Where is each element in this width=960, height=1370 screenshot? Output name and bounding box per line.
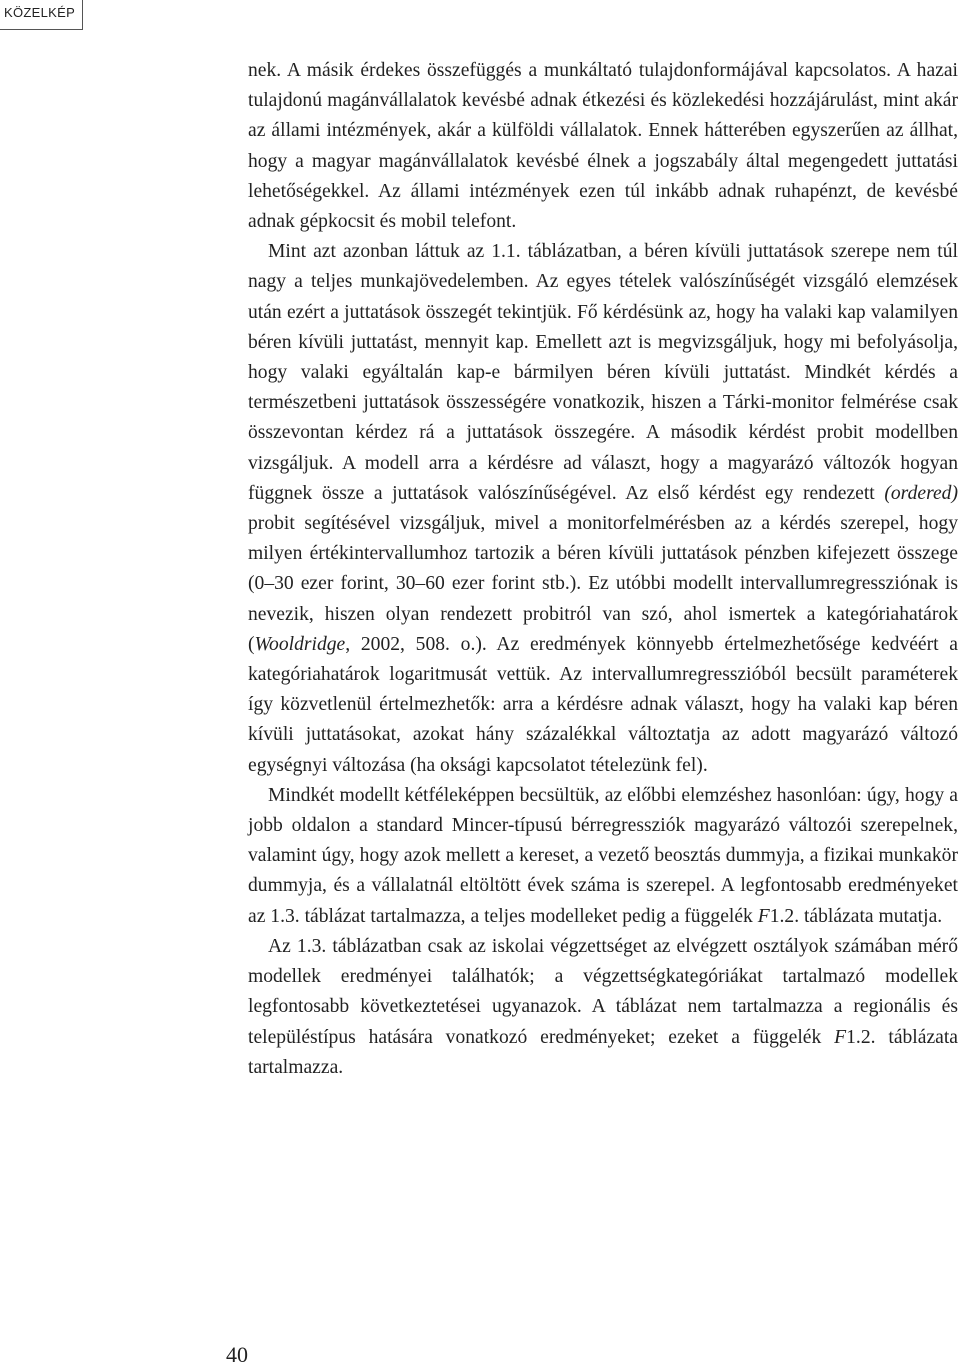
paragraph-text: nek. A másik érdekes összefüggés a munkáltató tulajdonformájával kapcsolatos. A hazai tulajdonú magánvállalatok kevésbé adnak étkezési és közlekedési hozzájárulást, mint akár az állami intézmények, akár a külföldi vállalatok. Ennek hátterében egyszerűen az állhat, hogy a magyar magánvállalatok kevésbé élnek a jogszabály által megengedett juttatási lehetőségekkel. Az állami intézmények ezen túl inkább adnak ruhapénzt, de kevésbé adnak gépkocsit és mobil telefont.	[248, 60, 958, 233]
appendix-letter: F	[834, 1026, 847, 1048]
paragraph-3	[248, 781, 958, 932]
section-label: KÖZELKÉP	[0, 0, 83, 30]
appendix-letter: F	[757, 905, 770, 927]
paragraph-2	[248, 237, 958, 781]
paragraph-4	[248, 932, 958, 1083]
paragraph-text: , 2002, 508. o.). Az eredmények könnyebb értelmezhetősége kedvéért a kategóriahatárok logaritmusát vettük. Az intervallumregresszióból becsült paraméterek így közvetlenül értelmezhetők: arra a kérdésre adnak választ, hogy ha valaki kap béren kívüli juttatásokat, azokat hány százalékkal változtatja az adott magyarázó változó egységnyi változása (ha oksági kapcsolatot tételezünk fel).	[248, 633, 958, 776]
paragraph-text: probit segítésével vizsgáljuk, mivel a monitorfelmérésben az a kérdés szerepel, hogy milyen értékintervallumhoz tartozik a béren kívüli juttatások pénzben kifejezett összege (0–30 ezer forint, 30–60 ezer forint stb.). Ez utóbbi modellt intervallumregressziónak is nevezik, hiszen olyan rendezett probitról van szó, ahol ismertek a kategóriahatárok (	[248, 513, 958, 655]
page-number: 40	[226, 1342, 248, 1367]
paragraph-text: 1.2. táblázata tartalmazza.	[248, 1026, 958, 1078]
citation-author: Wooldridge	[254, 633, 346, 655]
paragraph-text: Mindkét modellt kétféleképpen becsültük, az előbbi elemzéshez hasonlóan: úgy, hogy a jobb oldalon a standard Mincer-típusú bérregressziók magyarázó változói szerepelnek, valamint úgy, hogy azok mellett a kereset, a vezető beosztás dummyja, a fizikai munkakör dummyja, és a vállalatnál eltöltött évek száma is szerepel. A legfontosabb eredményeket az 1.3. táblázat tartalmazza, a teljes modelleket pedig a függelék	[248, 784, 958, 927]
italic-term-ordered: (ordered)	[884, 482, 958, 504]
paragraph-text: 1.2. táblázata mutatja.	[769, 905, 943, 927]
paragraph-text: Az 1.3. táblázatban csak az iskolai végzettséget az elvégzett osztályok számában mérő modellek eredményei találhatók; a végzettségkategóriákat tartalmazó modellek legfontosabb következtetései ugyanazok. A táblázat nem tartalmazza a regionális és településtípus hatására vonatkozó eredményeket; ezeket a függelék	[248, 935, 958, 1048]
body-text	[248, 56, 958, 1083]
paragraph-text: Mint azt azonban láttuk az 1.1. táblázatban, a béren kívüli juttatások szerepe nem túl nagy a teljes munkajövedelemben. Az egyes tételek valószínűségét vizsgáló elemzések után ezért a juttatások összegét tekintjük. Fő kérdésünk az, hogy ha valaki kap valamilyen béren kívüli juttatást, mennyit kap. Emellett azt is megvizsgáljuk, hogy mi befolyásolja, hogy valaki egyáltalán kap-e bármilyen béren kívüli juttatást. Mindkét kérdés a természetbeni juttatások összességére vonatkozik, hiszen a Tárki-monitor felmérése csak összevontan kérdez rá a juttatások összegére. A második kérdést probit modellben vizsgáljuk. A modell arra a kérdésre ad választ, hogy a magyarázó változók hogyan függnek össze a juttatások valószínűségével. Az első kérdést egy rendezett	[248, 241, 958, 504]
paragraph-1	[248, 56, 958, 237]
